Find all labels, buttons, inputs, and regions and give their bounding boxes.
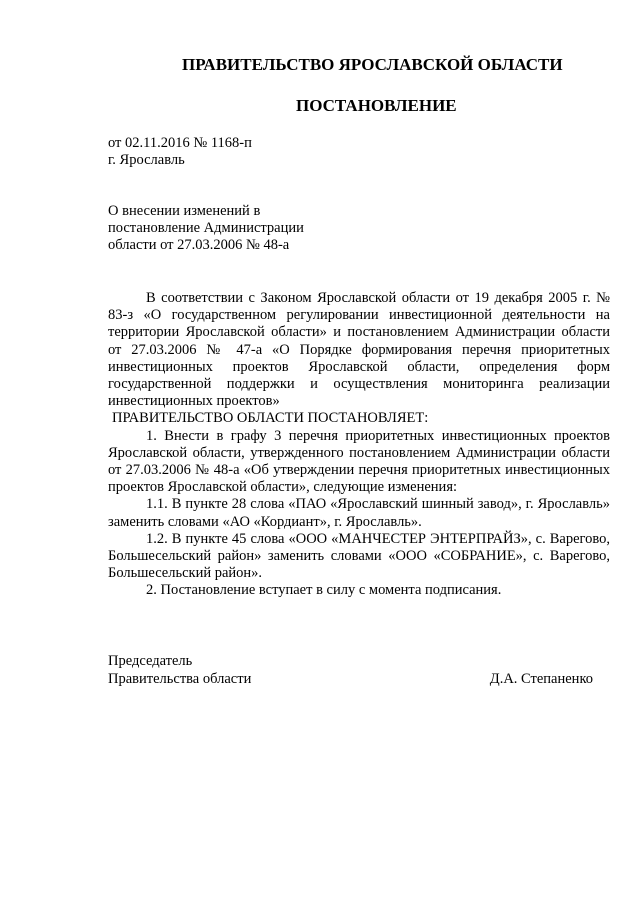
item-1-2-paragraph: 1.2. В пункте 45 слова «ООО «МАНЧЕСТЕР ЭНТЕРПРАЙЗ», с. Варегово, Большесельский район» заменить словами «ООО «СОБРАНИЕ», с. Варегово, Большесельский район». (108, 530, 610, 582)
signature-row (108, 671, 593, 689)
item-1-paragraph: 1. Внести в графу 3 перечня приоритетных инвестиционных проектов Ярославской области, утвержденного постановлением Администрации области от 27.03.2006 № 48-а «Об утверждении перечня приоритетных инвестиционных проектов Ярославской области», следующие изменения: (108, 427, 610, 496)
subject-line: постановление Администрации (108, 220, 304, 236)
subject-line: О внесении изменений в (108, 203, 261, 219)
document-subject (108, 203, 304, 254)
signature-block (108, 653, 593, 688)
document-meta (108, 135, 252, 169)
signer-name: Д.А. Степаненко (489, 670, 593, 687)
signer-position-line1: Председатель (108, 653, 193, 669)
resolve-paragraph: ПРАВИТЕЛЬСТВО ОБЛАСТИ ПОСТАНОВЛЯЕТ: (112, 410, 429, 427)
subject-line: области от 27.03.2006 № 48-а (108, 237, 290, 253)
document-body (108, 290, 610, 600)
document-type: ПОСТАНОВЛЕНИЕ (296, 96, 457, 115)
preamble-paragraph: В соответствии с Законом Ярославской области от 19 декабря 2005 г. № 83-з «О государственном регулировании инвестиционной деятельности на территории Ярославской области» и постановлением Администрации области от 27.03.2006 № 47-а «О Порядке формирования перечня приоритетных инвестиционных проектов Ярославской области, определения форм государственной поддержки и осуществления мониторинга реализации инвестиционных проектов» (108, 290, 610, 410)
item-1-1-paragraph: 1.1. В пункте 28 слова «ПАО «Ярославский шинный завод», г. Ярославль» заменить словами «АО «Кордиант», г. Ярославль». (108, 496, 610, 530)
date-number: от 02.11.2016 № 1168-п (108, 135, 252, 151)
city: г. Ярославль (108, 152, 185, 168)
item-2-paragraph: 2. Постановление вступает в силу с момента подписания. (146, 582, 502, 599)
document-title: ПРАВИТЕЛЬСТВО ЯРОСЛАВСКОЙ ОБЛАСТИ (182, 55, 563, 74)
signer-position-line2: Правительства области (108, 670, 252, 687)
